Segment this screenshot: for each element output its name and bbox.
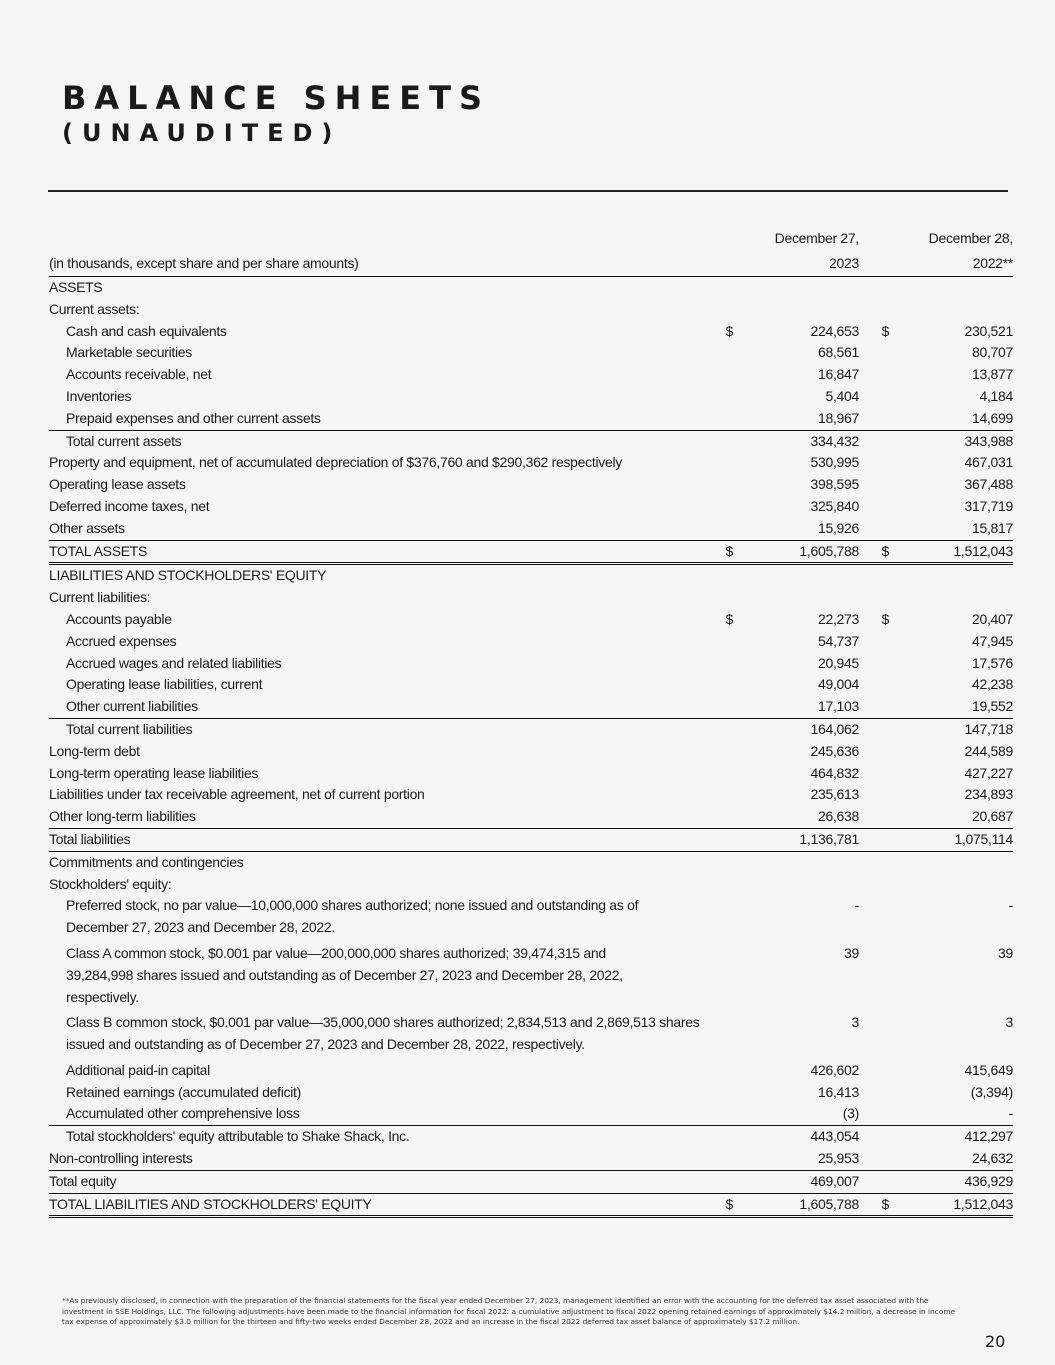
page-title: BALANCE SHEETS — [62, 79, 490, 117]
table-row — [49, 609, 1013, 631]
row-label: Operating lease liabilities, current — [66, 676, 263, 693]
value-2023: 443,054 — [810, 1128, 859, 1145]
value-2023: 398,595 — [810, 476, 859, 493]
currency-symbol-2023 — [711, 299, 733, 321]
currency-symbol-2023 — [711, 1148, 733, 1170]
value-2023: 164,062 — [810, 720, 859, 737]
value-2022: 147,718 — [964, 720, 1013, 737]
currency-symbol-2022: $ — [881, 322, 889, 339]
currency-symbol-2023 — [711, 277, 733, 299]
currency-symbol-2022 — [859, 299, 889, 321]
currency-symbol-2023 — [711, 1126, 733, 1148]
value-2023 — [733, 587, 859, 609]
currency-symbol-2022: $ — [859, 540, 889, 564]
value-2022: 412,297 — [964, 1128, 1013, 1145]
currency-symbol-2023 — [711, 1012, 733, 1060]
value-2023: 325,840 — [810, 497, 859, 514]
value-2022: 80,707 — [971, 344, 1013, 361]
currency-symbol-2022 — [859, 518, 889, 540]
currency-symbol-2022 — [859, 1126, 889, 1148]
row-label: Total equity — [49, 1170, 711, 1193]
value-2022: 230,521 — [964, 322, 1013, 339]
value-2023: 54,737 — [817, 632, 859, 649]
currency-symbol-2023 — [711, 784, 733, 806]
page-subtitle: (UNAUDITED) — [62, 119, 342, 147]
value-2022: 20,687 — [889, 806, 1013, 828]
row-label: Other long-term liabilities — [49, 806, 711, 828]
col1-header-line1: December 27, — [774, 230, 859, 246]
value-2023: 245,636 — [810, 742, 859, 759]
currency-symbol-2023 — [711, 874, 733, 896]
table-row — [49, 1126, 1013, 1148]
value-2022 — [889, 277, 1013, 299]
value-2022: 234,893 — [964, 786, 1013, 803]
row-label: Cash and cash equivalents — [66, 322, 227, 339]
value-2022: 20,407 — [971, 610, 1013, 627]
value-2023: 426,602 — [810, 1061, 859, 1078]
table-row — [49, 631, 1013, 653]
row-label: Accrued wages and related liabilities — [66, 654, 282, 671]
currency-symbol-2023 — [711, 895, 733, 943]
currency-symbol-2023 — [711, 763, 733, 785]
currency-symbol-2022 — [859, 851, 889, 873]
value-2023: 1,605,788 — [733, 1193, 859, 1217]
row-label: Other assets — [49, 518, 711, 540]
currency-symbol-2023 — [711, 828, 733, 851]
currency-symbol-2022 — [859, 1012, 889, 1060]
table-row — [49, 1148, 1013, 1170]
currency-symbol-2022 — [859, 828, 889, 851]
currency-symbol-2022 — [859, 364, 889, 386]
row-label: Current assets: — [49, 300, 140, 317]
row-label: Marketable securities — [66, 344, 192, 361]
currency-symbol-2023 — [711, 1103, 733, 1125]
table-row — [49, 321, 1013, 343]
table-row — [49, 342, 1013, 364]
table-row — [49, 386, 1013, 408]
value-2022: 343,988 — [964, 432, 1013, 449]
currency-symbol-2023 — [711, 696, 733, 718]
value-2023: 25,953 — [733, 1148, 859, 1170]
value-2023: 17,103 — [733, 696, 859, 718]
row-label: Total stockholders' equity attributable to Shake Shack, Inc. — [66, 1128, 410, 1145]
value-2023 — [733, 564, 859, 587]
value-2023: 334,432 — [810, 432, 859, 449]
row-label: Long-term debt — [49, 742, 140, 759]
currency-symbol-2023 — [711, 452, 733, 474]
currency-symbol-2023: $ — [711, 540, 733, 564]
currency-symbol-2022: $ — [881, 610, 889, 627]
value-2023: 3 — [851, 1014, 859, 1031]
row-label: Current liabilities: — [49, 589, 151, 606]
row-label: Accounts receivable, net — [66, 366, 212, 383]
value-2022 — [889, 851, 1013, 873]
currency-symbol-2023 — [711, 943, 733, 1012]
currency-symbol-2022 — [859, 1148, 889, 1170]
table-row — [49, 718, 1013, 740]
table-row — [49, 874, 1013, 896]
row-label: Accounts payable — [66, 610, 172, 627]
value-2022: - — [1008, 897, 1013, 914]
row-label: Non-controlling interests — [49, 1148, 711, 1170]
row-label: Prepaid expenses and other current assets — [49, 408, 711, 430]
currency-symbol-2022 — [859, 1082, 889, 1104]
row-label: Operating lease assets — [49, 476, 186, 493]
value-2022: 244,589 — [964, 742, 1013, 759]
currency-symbol-2022 — [859, 277, 889, 299]
table-row — [49, 564, 1013, 587]
currency-symbol-2022 — [859, 1103, 889, 1125]
table-row — [49, 452, 1013, 474]
value-2023: 464,832 — [810, 764, 859, 781]
value-2022: 427,227 — [964, 764, 1013, 781]
col2-header-line2: 2022** — [859, 250, 1013, 277]
currency-symbol-2023 — [711, 1060, 733, 1082]
value-2022: 14,699 — [889, 408, 1013, 430]
currency-symbol-2022 — [859, 1060, 889, 1082]
row-label: Long-term operating lease liabilities — [49, 764, 259, 781]
currency-symbol-2023 — [711, 408, 733, 430]
table-row — [49, 1193, 1013, 1217]
balance-sheet-table — [49, 226, 1013, 1218]
row-label: LIABILITIES AND STOCKHOLDERS' EQUITY — [49, 567, 327, 584]
table-row — [49, 408, 1013, 430]
row-label: Stockholders' equity: — [49, 875, 172, 892]
top-divider — [48, 190, 1008, 192]
value-2022: 1,512,043 — [889, 1193, 1013, 1217]
row-label: Deferred income taxes, net — [49, 497, 210, 514]
value-2023 — [733, 277, 859, 299]
currency-symbol-2022 — [859, 895, 889, 943]
table-row — [49, 943, 1013, 1012]
value-2023: (3) — [733, 1103, 859, 1125]
value-2023: - — [854, 897, 859, 914]
table-row — [49, 1060, 1013, 1082]
currency-symbol-2023 — [711, 430, 733, 452]
row-label: Class B common stock, $0.001 par value—35,000,000 shares authorized; 2,834,513 and 2,869,513 shares issued and outstanding as of December 27, 2023 and December 28, 2022, respectively. — [66, 1014, 700, 1053]
currency-symbol-2022 — [859, 496, 889, 518]
value-2022: 415,649 — [964, 1061, 1013, 1078]
value-2022: (3,394) — [970, 1083, 1013, 1100]
table-row — [49, 277, 1013, 299]
table-row — [49, 763, 1013, 785]
currency-symbol-2022 — [859, 430, 889, 452]
value-2022: 19,552 — [889, 696, 1013, 718]
value-2022: 436,929 — [889, 1170, 1013, 1193]
value-2023 — [733, 874, 859, 896]
value-2022: 47,945 — [971, 632, 1013, 649]
currency-symbol-2022 — [859, 718, 889, 740]
currency-symbol-2023 — [711, 496, 733, 518]
row-label: ASSETS — [49, 279, 103, 295]
row-label: Commitments and contingencies — [49, 853, 244, 870]
table-row — [49, 587, 1013, 609]
table-row — [49, 653, 1013, 675]
value-2023: 469,007 — [733, 1170, 859, 1193]
page-number: 20 — [985, 1332, 1006, 1351]
currency-symbol-2023 — [711, 674, 733, 696]
row-label: Total liabilities — [49, 828, 711, 851]
row-label: Other current liabilities — [49, 696, 711, 718]
value-2023: 18,967 — [733, 408, 859, 430]
col1-header-line2: 2023 — [711, 250, 859, 277]
row-label: Accrued expenses — [66, 632, 177, 649]
table-row — [49, 895, 1013, 943]
value-2022: 317,719 — [964, 497, 1013, 514]
table-row — [49, 299, 1013, 321]
currency-symbol-2022 — [859, 806, 889, 828]
currency-symbol-2023 — [711, 342, 733, 364]
value-2022: 15,817 — [889, 518, 1013, 540]
currency-symbol-2023 — [711, 718, 733, 740]
currency-symbol-2023: $ — [725, 322, 733, 339]
footnote: **As previously disclosed, in connection with the preparation of the financial statements for the fiscal year ended December 27, 2023, management identified an error with the accounting for the deferred tax asset associated with the investment in SSE Holdings, LLC. The following adjustments have been made to the financial information for fiscal 2022: a cumulative adjustment to fiscal 2022 opening retained earnings of approximately $14.2 million, a decrease in income tax expense of approximately $3.0 million for the thirteen and fifty-two weeks ended December 28, 2022 and an increase in the fiscal 2022 deferred tax asset balance of approximately $17.2 million. — [62, 1296, 956, 1326]
value-2023: 224,653 — [810, 322, 859, 339]
currency-symbol-2022 — [859, 696, 889, 718]
value-2022 — [889, 587, 1013, 609]
table-row — [49, 741, 1013, 763]
value-2023: 1,136,781 — [733, 828, 859, 851]
value-2023 — [733, 851, 859, 873]
row-label: Class A common stock, $0.001 par value—200,000,000 shares authorized; 39,474,315 and 39,284,998 shares issued and outstanding as of December 27, 2023 and December 28, 2022, respectively. — [66, 944, 623, 1005]
currency-symbol-2023 — [711, 851, 733, 873]
row-label: TOTAL LIABILITIES AND STOCKHOLDERS' EQUITY — [49, 1193, 711, 1217]
table-row — [49, 540, 1013, 564]
value-2023: 68,561 — [817, 344, 859, 361]
row-label: Total current assets — [66, 432, 182, 449]
table-row — [49, 1170, 1013, 1193]
value-2023: 20,945 — [817, 654, 859, 671]
currency-symbol-2022 — [859, 474, 889, 496]
value-2023: 49,004 — [817, 676, 859, 693]
table-row — [49, 828, 1013, 851]
table-row — [49, 851, 1013, 873]
row-label: Total current liabilities — [66, 720, 193, 737]
value-2023: 39 — [844, 944, 859, 961]
table-row — [49, 806, 1013, 828]
table-row — [49, 674, 1013, 696]
table-row — [49, 430, 1013, 452]
row-label: Additional paid-in capital — [66, 1061, 210, 1078]
currency-symbol-2022 — [859, 674, 889, 696]
table-row — [49, 696, 1013, 718]
value-2022: 17,576 — [971, 654, 1013, 671]
currency-symbol-2023 — [711, 474, 733, 496]
currency-symbol-2022 — [859, 741, 889, 763]
value-2023: 22,273 — [817, 610, 859, 627]
currency-symbol-2023 — [711, 587, 733, 609]
table-row — [49, 364, 1013, 386]
value-2022: - — [889, 1103, 1013, 1125]
value-2023: 235,613 — [810, 786, 859, 803]
value-2022: 24,632 — [889, 1148, 1013, 1170]
currency-symbol-2023: $ — [725, 610, 733, 627]
value-2023: 26,638 — [733, 806, 859, 828]
currency-symbol-2022 — [859, 653, 889, 675]
currency-symbol-2022 — [859, 631, 889, 653]
currency-symbol-2023 — [711, 364, 733, 386]
value-2023: 16,847 — [817, 366, 859, 383]
row-label: Inventories — [66, 387, 132, 404]
currency-symbol-2022 — [859, 564, 889, 587]
value-2023: 1,605,788 — [733, 540, 859, 564]
value-2023: 16,413 — [817, 1083, 859, 1100]
col2-header-line1: December 28, — [928, 230, 1013, 246]
currency-symbol-2023 — [711, 518, 733, 540]
currency-symbol-2023 — [711, 1170, 733, 1193]
currency-symbol-2023 — [711, 564, 733, 587]
value-2022 — [889, 874, 1013, 896]
currency-symbol-2022 — [859, 386, 889, 408]
currency-symbol-2023 — [711, 806, 733, 828]
currency-symbol-2022 — [859, 408, 889, 430]
value-2022: 4,184 — [979, 387, 1013, 404]
value-2023 — [733, 299, 859, 321]
value-2023: 5,404 — [825, 387, 859, 404]
currency-symbol-2023: $ — [711, 1193, 733, 1217]
value-2022: 367,488 — [964, 476, 1013, 493]
table-row — [49, 518, 1013, 540]
currency-symbol-2023 — [711, 741, 733, 763]
value-2023: 530,995 — [810, 454, 859, 471]
currency-symbol-2022 — [859, 943, 889, 1012]
table-row — [49, 1082, 1013, 1104]
table-row — [49, 784, 1013, 806]
unit-note: (in thousands, except share and per share amounts) — [49, 250, 711, 277]
currency-symbol-2023 — [711, 631, 733, 653]
value-2022: 1,512,043 — [889, 540, 1013, 564]
value-2022: 467,031 — [964, 454, 1013, 471]
value-2022: 39 — [998, 944, 1013, 961]
value-2022: 13,877 — [971, 366, 1013, 383]
currency-symbol-2022 — [859, 1170, 889, 1193]
currency-symbol-2022 — [859, 587, 889, 609]
currency-symbol-2022 — [859, 874, 889, 896]
currency-symbol-2023 — [711, 1082, 733, 1104]
value-2022: 42,238 — [971, 676, 1013, 693]
value-2022: 1,075,114 — [889, 828, 1013, 851]
currency-symbol-2022 — [859, 342, 889, 364]
currency-symbol-2022: $ — [859, 1193, 889, 1217]
row-label: TOTAL ASSETS — [49, 540, 711, 564]
table-row — [49, 1012, 1013, 1060]
header-spacer — [49, 226, 711, 250]
currency-symbol-2022 — [859, 763, 889, 785]
row-label: Preferred stock, no par value—10,000,000 shares authorized; none issued and outstanding as of December 27, 2023 and December 28, 2022. — [66, 897, 639, 936]
row-label: Liabilities under tax receivable agreement, net of current portion — [49, 786, 425, 803]
value-2022: 3 — [1005, 1014, 1013, 1031]
value-2022 — [889, 564, 1013, 587]
value-2022 — [889, 299, 1013, 321]
row-label: Retained earnings (accumulated deficit) — [66, 1083, 301, 1100]
row-label: Accumulated other comprehensive loss — [49, 1103, 711, 1125]
currency-symbol-2023 — [711, 386, 733, 408]
row-label: Property and equipment, net of accumulated depreciation of $376,760 and $290,362 respectively — [49, 454, 622, 471]
table-row — [49, 496, 1013, 518]
table-row — [49, 474, 1013, 496]
value-2023: 15,926 — [733, 518, 859, 540]
currency-symbol-2022 — [859, 784, 889, 806]
currency-symbol-2023 — [711, 653, 733, 675]
currency-symbol-2022 — [859, 452, 889, 474]
table-row — [49, 1103, 1013, 1125]
